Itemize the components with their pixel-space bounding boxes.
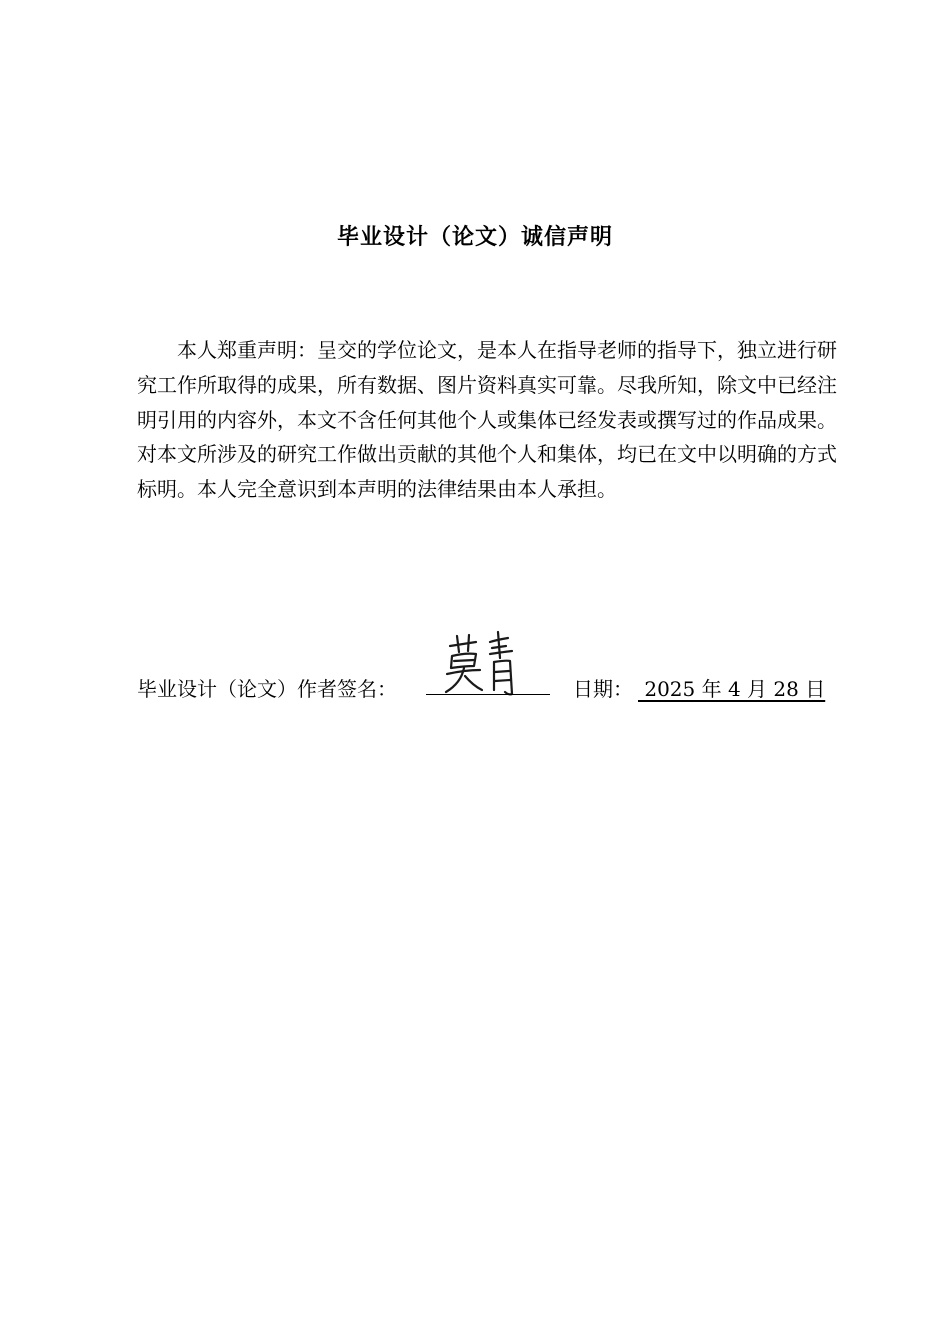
signature-underline [426, 694, 550, 695]
declaration-paragraph: 本人郑重声明：呈交的学位论文，是本人在指导老师的指导下，独立进行研究工作所取得的成果，所有数据、图片资料真实可靠。尽我所知，除文中已经注明引用的内容外，本文不含任何其他个人或集体已经发表或撰写过的作品成果。对本文所涉及的研究工作做出贡献的其他个人和集体，均已在文中以明确的方式标明。本人完全意识到本声明的法律结果由本人承担。 [137, 338, 837, 502]
signature-row [137, 672, 837, 708]
date-value: 2025 年 4 月 28 日 [638, 677, 826, 701]
handwritten-signature [432, 624, 528, 698]
page-title: 毕业设计（论文）诚信声明 [336, 225, 613, 250]
date-label: 日期： [573, 677, 633, 701]
author-signature-label: 毕业设计（论文）作者签名： [137, 677, 397, 701]
